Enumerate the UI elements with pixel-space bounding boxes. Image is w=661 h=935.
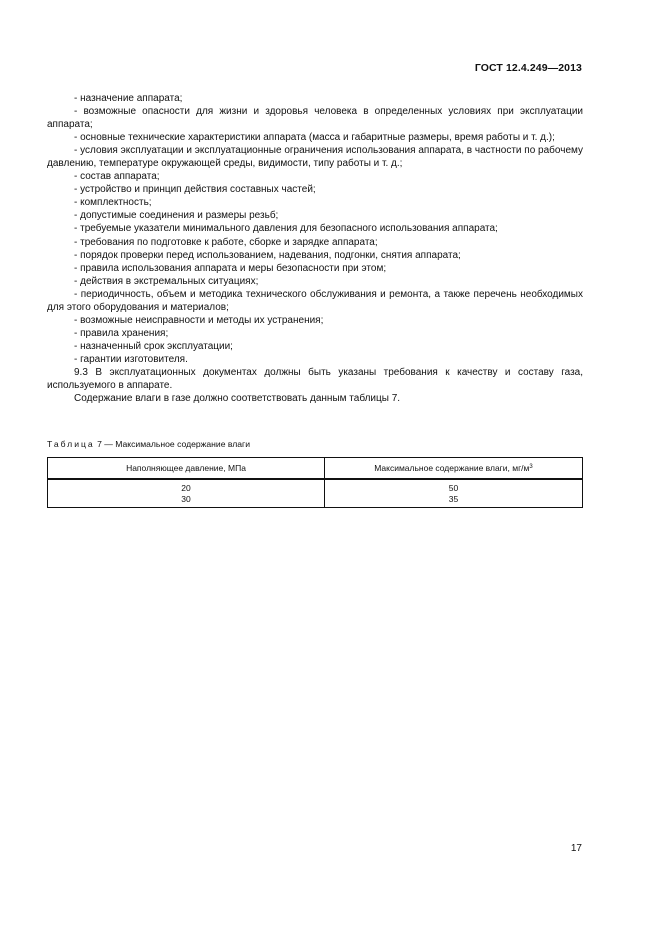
header-moisture-exponent: 3 (529, 464, 533, 470)
pressure-value: 30 (181, 494, 191, 504)
section-paragraph: Содержание влаги в газе должно соответствовать данным таблицы 7. (74, 393, 401, 405)
pressure-cell (48, 479, 325, 508)
table-caption-title: 7 — Максимальное содержание влаги (94, 439, 250, 449)
list-item: - условия эксплуатации и эксплуатационные ограничения использования аппарата, в частности по рабочему давлению, температуре окружающей среды, видимости, типу работы и т. д.; (47, 145, 583, 170)
table-header-row (48, 458, 583, 480)
list-item: - требования по подготовке к работе, сборке и зарядке аппарата; (74, 236, 378, 248)
list-item: - назначенный срок эксплуатации; (74, 340, 233, 352)
list-item: - гарантии изготовителя. (74, 353, 188, 365)
list-item: - устройство и принцип действия составных частей; (74, 184, 316, 196)
list-item: - комплектность; (74, 197, 152, 209)
moisture-cell (325, 479, 583, 508)
moisture-table (47, 457, 583, 508)
list-item: - состав аппарата; (74, 171, 160, 183)
list-item: - правила использования аппарата и меры безопасности при этом; (74, 262, 387, 274)
list-item: - порядок проверки перед использованием, надевания, подгонки, снятия аппарата; (74, 249, 461, 261)
pressure-value: 20 (181, 483, 191, 493)
table-caption-prefix: Таблица (47, 439, 95, 449)
list-item: - возможные неисправности и методы их устранения; (74, 314, 324, 326)
body-text (47, 92, 583, 405)
list-item: - требуемые указатели минимального давления для безопасного использования аппарата; (74, 223, 498, 235)
list-item: - допустимые соединения и размеры резьб; (74, 210, 279, 222)
list-item: - основные технические характеристики аппарата (масса и габаритные размеры, время работы и т. д.); (74, 132, 555, 144)
list-item: - назначение аппарата; (74, 93, 183, 104)
moisture-value: 50 (448, 483, 459, 493)
header-pressure: Наполняющее давление, МПа (48, 458, 325, 480)
section-paragraph: 9.3 В эксплуатационных документах должны быть указаны требования к качеству и составу газа, используемого в аппарате. (47, 366, 583, 392)
standard-id-header: ГОСТ 12.4.249—2013 (474, 62, 582, 74)
header-moisture (325, 458, 583, 480)
list-item: - правила хранения; (74, 327, 169, 339)
list-item: - действия в экстремальных ситуациях; (74, 275, 259, 287)
moisture-value: 35 (448, 494, 459, 504)
list-item: - периодичность, объем и методика технического обслуживания и ремонта, а также перечень необходимых для этого оборудования и материалов; (47, 288, 583, 313)
table-row (48, 479, 583, 508)
list-item: - возможные опасности для жизни и здоровья человека в определенных условиях при эксплуатации аппарата; (47, 106, 583, 131)
table-caption (47, 439, 250, 449)
header-moisture-text: Максимальное содержание влаги, мг/м (374, 463, 530, 473)
page-number: 17 (570, 843, 582, 854)
